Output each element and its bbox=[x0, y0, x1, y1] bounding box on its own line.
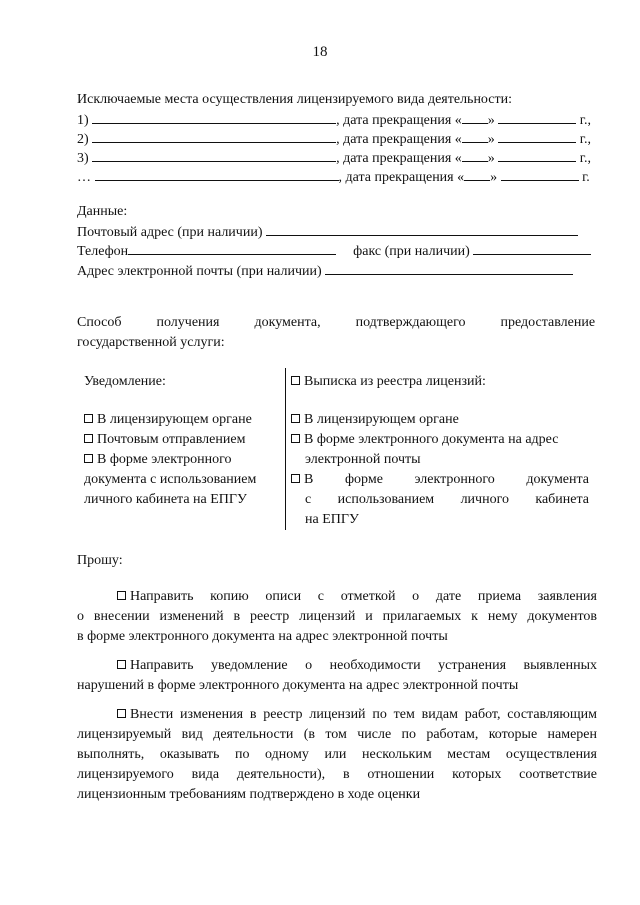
method-word: документа, bbox=[254, 315, 321, 330]
method-word: Способ bbox=[77, 315, 122, 330]
day-field[interactable] bbox=[462, 129, 488, 143]
excluded-heading: Исключаемые места осуществления лицензируемого вида деятельности: bbox=[77, 92, 512, 107]
email-row bbox=[77, 261, 573, 281]
row-number: 2) bbox=[77, 132, 89, 147]
extract-option-email-line-2: электронной почты bbox=[305, 452, 421, 467]
checkbox-icon[interactable] bbox=[117, 709, 126, 718]
checkbox-icon[interactable] bbox=[291, 376, 300, 385]
option-label: В форме электронного документа на адрес bbox=[304, 432, 559, 447]
postal-row bbox=[77, 222, 578, 242]
quote-close: » bbox=[487, 113, 495, 128]
date-label: , дата прекращения « bbox=[336, 113, 462, 128]
method-word: получения bbox=[156, 315, 220, 330]
place-field[interactable] bbox=[92, 148, 336, 162]
checkbox-icon[interactable] bbox=[117, 591, 126, 600]
request-item-changes[interactable] bbox=[77, 705, 597, 805]
option-word: документа bbox=[526, 472, 590, 487]
month-field[interactable] bbox=[498, 129, 576, 143]
postal-label: Почтовый адрес (при наличии) bbox=[77, 225, 263, 240]
place-field[interactable] bbox=[92, 110, 336, 124]
page-number: 18 bbox=[312, 44, 328, 60]
request-item-copy[interactable] bbox=[77, 587, 597, 647]
method-line-2: государственной услуги: bbox=[77, 335, 225, 350]
email-label: Адрес электронной почты (при наличии) bbox=[77, 264, 322, 279]
month-field[interactable] bbox=[498, 148, 576, 162]
date-label: , дата прекращения « bbox=[336, 132, 462, 147]
option-label: В лицензирующем органе bbox=[97, 412, 252, 427]
day-field[interactable] bbox=[462, 148, 488, 162]
checkbox-icon[interactable] bbox=[84, 414, 93, 423]
option-word: с bbox=[305, 492, 312, 507]
checkbox-icon[interactable] bbox=[84, 434, 93, 443]
request-text: лицензируемого вида деятельности), в отношении которых соответствие bbox=[77, 767, 597, 782]
option-label: В лицензирующем органе bbox=[304, 412, 459, 427]
checkbox-icon[interactable] bbox=[84, 454, 93, 463]
row-number: … bbox=[77, 170, 91, 185]
option-word: использованием bbox=[337, 492, 435, 507]
month-field[interactable] bbox=[498, 110, 576, 124]
request-text: выполнять, оказывать по одному или нескольким местам осуществления bbox=[77, 747, 597, 762]
request-text: лицензируемый вид деятельности (в том числе по работам, которые намерен bbox=[77, 727, 597, 742]
request-item-notice[interactable] bbox=[77, 656, 597, 696]
year-label: г., bbox=[579, 132, 591, 147]
extract-title-label: Выписка из реестра лицензий: bbox=[304, 374, 486, 389]
phone-field[interactable] bbox=[128, 241, 336, 255]
quote-close: » bbox=[487, 151, 495, 166]
notification-option-electronic[interactable] bbox=[84, 450, 232, 470]
phone-label: Телефон bbox=[77, 244, 129, 259]
fax-field[interactable] bbox=[473, 241, 591, 255]
option-word: электронного bbox=[414, 472, 495, 487]
option-label: Почтовым отправлением bbox=[97, 432, 246, 447]
option-word: личного bbox=[460, 492, 509, 507]
request-text: нарушений в форме электронного документа на адрес электронной почты bbox=[77, 678, 519, 693]
checkbox-icon[interactable] bbox=[291, 434, 300, 443]
extract-title bbox=[291, 372, 486, 392]
day-field[interactable] bbox=[464, 167, 490, 181]
place-field[interactable] bbox=[92, 129, 336, 143]
extract-option-epgu[interactable] bbox=[291, 470, 589, 490]
year-label: г. bbox=[582, 170, 590, 185]
checkbox-icon[interactable] bbox=[291, 474, 300, 483]
excluded-row-2 bbox=[77, 129, 591, 149]
request-text: о внесении изменений в реестр лицензий и прилагаемых к нему документов bbox=[77, 609, 597, 624]
extract-option-authority[interactable] bbox=[291, 410, 459, 430]
data-heading: Данные: bbox=[77, 204, 128, 219]
phone-row bbox=[77, 241, 591, 261]
request-heading: Прошу: bbox=[77, 553, 123, 568]
year-label: г., bbox=[579, 151, 591, 166]
day-field[interactable] bbox=[462, 110, 488, 124]
option-word: В bbox=[304, 472, 314, 487]
year-label: г., bbox=[579, 113, 591, 128]
notification-option-electronic-line-3: личного кабинета на ЕПГУ bbox=[84, 492, 247, 507]
quote-close: » bbox=[487, 132, 495, 147]
column-divider bbox=[285, 368, 286, 530]
date-label: , дата прекращения « bbox=[338, 170, 465, 185]
notification-option-authority[interactable] bbox=[84, 410, 252, 430]
row-number: 1) bbox=[77, 113, 89, 128]
method-line-1 bbox=[77, 313, 595, 333]
option-word: кабинета bbox=[535, 492, 590, 507]
request-text: лицензионным требованиям подтверждено в ходе оценки bbox=[77, 787, 421, 802]
excluded-row-more bbox=[77, 167, 590, 187]
excluded-row-1 bbox=[77, 110, 591, 130]
email-field[interactable] bbox=[325, 261, 573, 275]
extract-option-epgu-line-2 bbox=[305, 490, 589, 510]
extract-option-email[interactable] bbox=[291, 430, 558, 450]
option-label: В форме электронного bbox=[97, 452, 232, 467]
fax-label: факс (при наличии) bbox=[353, 244, 470, 259]
month-field[interactable] bbox=[501, 167, 579, 181]
notification-option-post[interactable] bbox=[84, 430, 245, 450]
quote-close: » bbox=[490, 170, 498, 185]
excluded-row-3 bbox=[77, 148, 591, 168]
request-text: Внести изменения в реестр лицензий по тем видам работ, составляющим bbox=[130, 707, 597, 722]
checkbox-icon[interactable] bbox=[117, 660, 126, 669]
request-text: в форме электронного документа на адрес электронной почты bbox=[77, 629, 448, 644]
checkbox-icon[interactable] bbox=[291, 414, 300, 423]
request-text: Направить копию описи с отметкой о дате приема заявления bbox=[130, 589, 597, 604]
method-word: предоставление bbox=[500, 315, 596, 330]
postal-field[interactable] bbox=[266, 222, 578, 236]
notification-option-electronic-line-2: документа с использованием bbox=[84, 472, 257, 487]
place-field[interactable] bbox=[95, 167, 339, 181]
row-number: 3) bbox=[77, 151, 89, 166]
date-label: , дата прекращения « bbox=[336, 151, 462, 166]
extract-option-epgu-line-3: на ЕПГУ bbox=[305, 512, 359, 527]
method-word: подтверждающего bbox=[355, 315, 466, 330]
request-text: Направить уведомление о необходимости устранения выявленных bbox=[130, 658, 597, 673]
option-word: форме bbox=[344, 472, 383, 487]
notification-title: Уведомление: bbox=[84, 374, 166, 389]
